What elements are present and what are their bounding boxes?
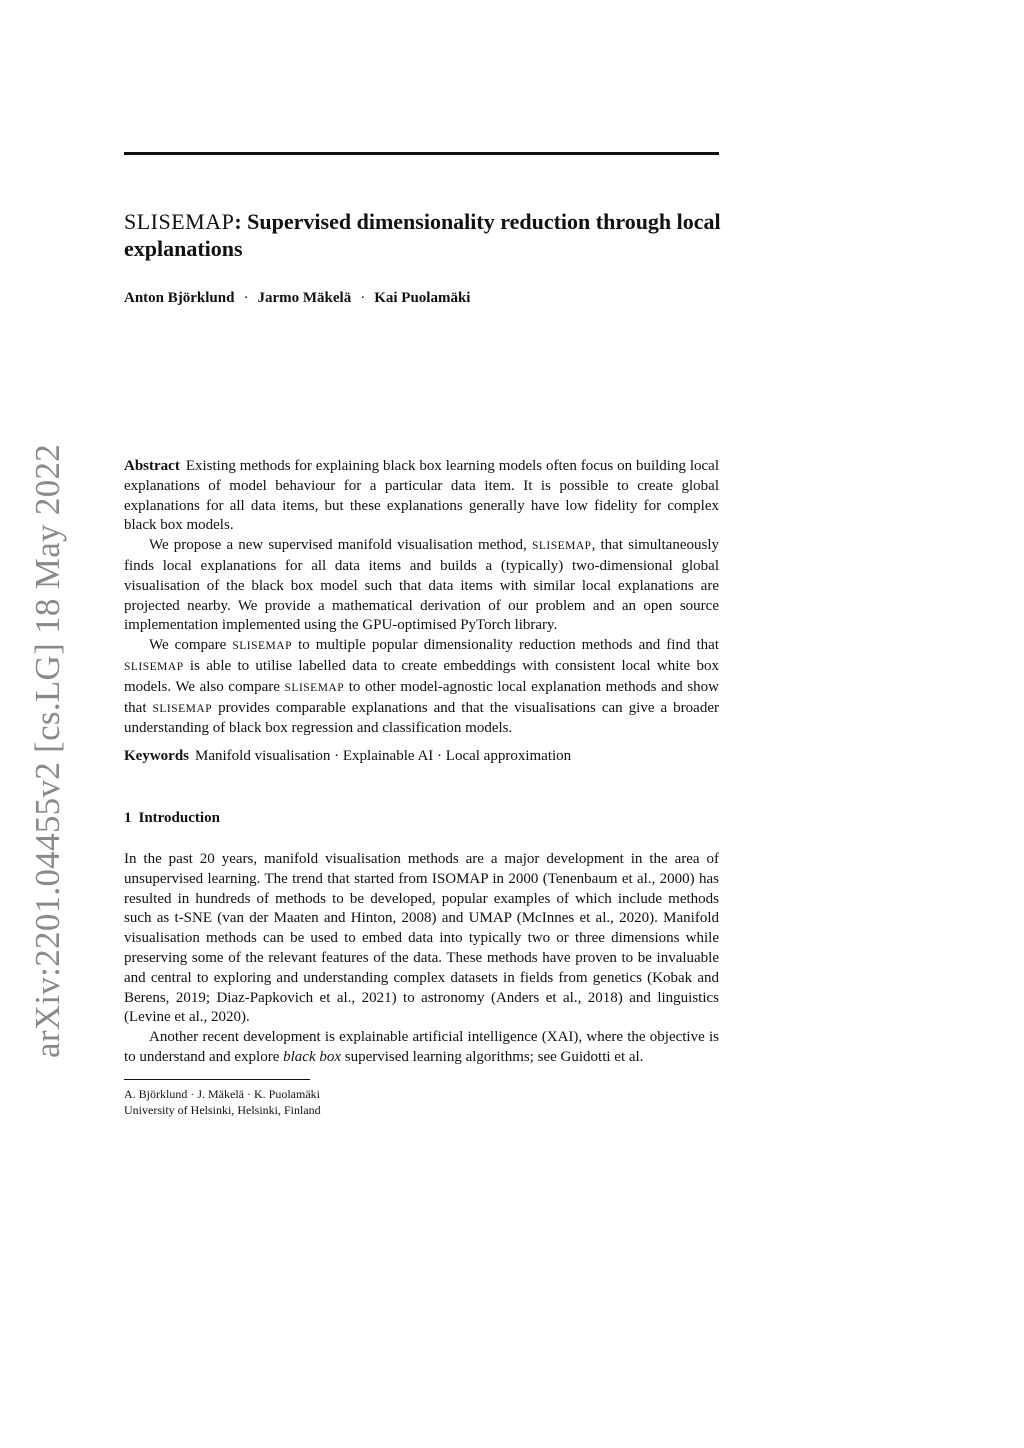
author-separator: ·: [243, 290, 249, 306]
abstract-text: provides comparable explanations and that the visualisations can give a broader understanding of black box regression and classification models.: [124, 699, 719, 737]
abstract-text: , that simultaneously finds local explanations for all data items and builds a (typically) two-dimensional global visualisation of the black box model such that data items with similar local explanations are projected nearby. We provide a mathematical derivation of our problem and an open source implementation implemented using the GPU-optimised PyTorch library.: [124, 537, 719, 634]
author-name: Jarmo Mäkelä: [257, 290, 352, 306]
keywords-label: Keywords: [124, 748, 189, 764]
section-title: Introduction: [138, 810, 220, 826]
section-number: 1: [124, 810, 132, 826]
abstract: [124, 457, 719, 739]
method-name: SLISEMAP: [124, 660, 184, 673]
author-name: Anton Björklund: [124, 290, 235, 306]
author-separator: ·: [360, 290, 366, 306]
abstract-label: Abstract: [124, 458, 180, 474]
emphasis-text: black box: [283, 1048, 342, 1065]
body-paragraph: In the past 20 years, manifold visualisation methods are a major development in the area of unsupervised learning. The trend that started from ISOMAP in 2000 (Tenenbaum et al., 2000) has resulted in hundreds of methods to be developed, popular examples of which include methods such as t-SNE (van der Maaten and Hinton, 2008) and UMAP (McInnes et al., 2020). Manifold visualisation methods can be used to embed data into typically two or three dimensions while preserving some of the relevant features of the data. These methods have proven to be invaluable and central to exploring and understanding complex datasets in fields from genetics (Kobak and Berens, 2019; Diaz-Papkovich et al., 2021) to astronomy (Anders et al., 2018) and linguistics (Levine et al., 2020).: [124, 851, 719, 1026]
keywords-text: Manifold visualisation · Explainable AI · Local approximation: [195, 748, 572, 764]
title-top-rule: [124, 152, 719, 155]
author-list: [124, 290, 470, 307]
method-name: SLISEMAP: [531, 540, 592, 553]
arxiv-identifier-text: arXiv:2201.04455v2 [cs.LG] 18 May 2022: [28, 443, 67, 1058]
method-name: SLISEMAP: [152, 702, 213, 715]
footnote-affiliation: University of Helsinki, Helsinki, Finland: [124, 1103, 321, 1117]
abstract-text: to multiple popular dimensionality reduction methods and find that: [292, 637, 720, 654]
keywords: [124, 746, 719, 766]
title-text: : Supervised dimensionality reduction through local explanations: [124, 209, 721, 261]
abstract-paragraph: [124, 457, 719, 536]
body-text: Another recent development is explainable artificial intelligence (XAI), where the objective is to understand and explore: [124, 1029, 719, 1065]
footnote-authors: A. Björklund · J. Mäkelä · K. Puolamäki: [124, 1087, 320, 1101]
abstract-text: is able to utilise labelled data to create embeddings with consistent local white box models. We also compare: [124, 657, 719, 695]
author-name: Kai Puolamäki: [374, 290, 471, 306]
method-name: SLISEMAP: [232, 640, 292, 653]
abstract-text: to other model-agnostic local explanation methods and show that: [124, 678, 719, 716]
title-method-name: SLISEMAP: [124, 209, 235, 234]
affiliation-footnote: [124, 1086, 321, 1118]
footnote-rule: [124, 1079, 310, 1080]
abstract-text: We propose a new supervised manifold visualisation method,: [149, 537, 532, 554]
paper-title: [124, 208, 724, 262]
method-name: SLISEMAP: [284, 681, 345, 694]
introduction-body: [124, 850, 719, 1068]
body-text: supervised learning algorithms; see Guidotti et al.: [341, 1048, 644, 1065]
abstract-paragraph: [124, 636, 719, 739]
body-paragraph: [124, 1028, 719, 1068]
abstract-paragraph: [124, 536, 719, 636]
abstract-text: Existing methods for explaining black box learning models often focus on building local explanations of model behaviour for a particular data item. It is possible to create global explanations for all data items, but these explanations generally have low fidelity for complex black box models.: [124, 458, 719, 534]
section-heading: [124, 810, 220, 827]
abstract-text: We compare: [149, 637, 233, 654]
